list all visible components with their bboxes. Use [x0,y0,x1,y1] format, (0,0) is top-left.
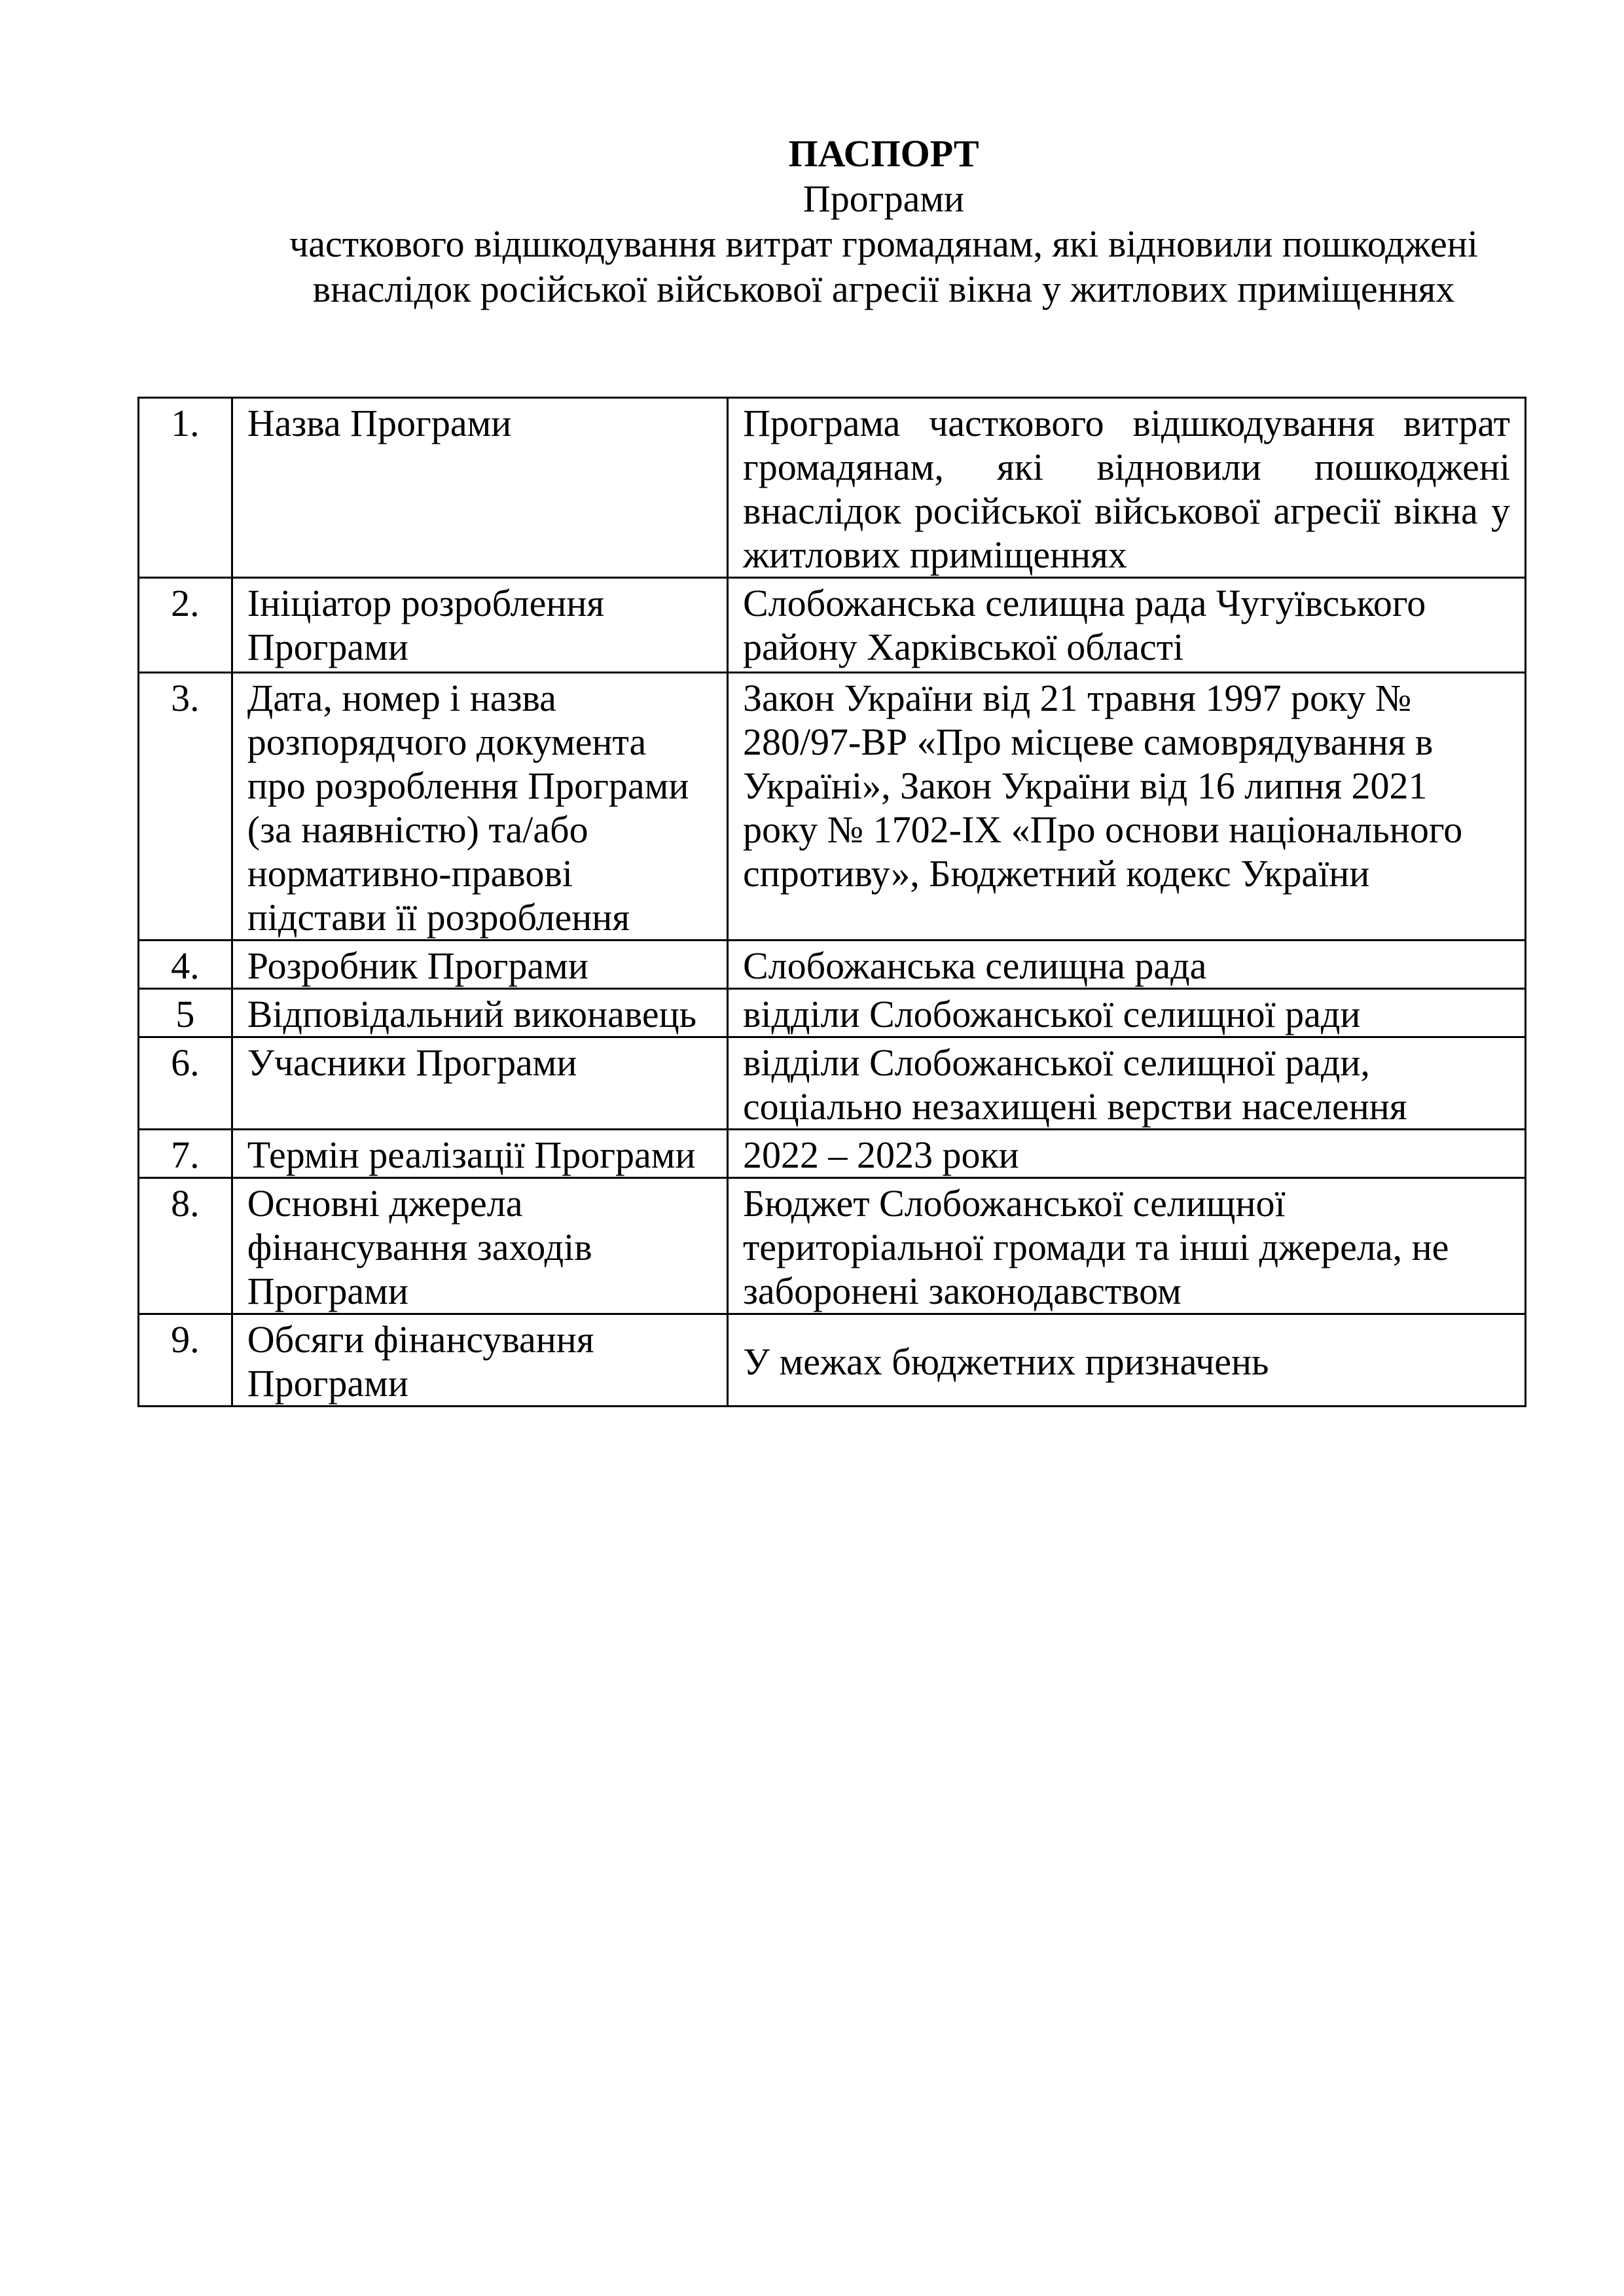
table-row [139,1178,1526,1314]
row-value: У межах бюджетних призначень [727,1314,1525,1407]
row-value: Закон України від 21 травня 1997 року № 280/97-ВР «Про місцеве самоврядування в Україні», Закон України від 16 липня 2021 року № 1702-IX «Про основи національного спротиву», Бюджетний кодекс України [727,673,1525,941]
row-number: 2. [139,578,232,673]
row-number: 9. [139,1314,232,1407]
program-name-line-1: часткового відшкодування витрат громадянам, які відновили пошкоджені [289,223,1478,265]
document-title: ПАСПОРТ [788,132,979,175]
row-value: Програма часткового відшкодування витрат громадянам, які відновили пошкоджені внаслідок російської військової агресії вікна у житлових приміщеннях [727,398,1525,578]
row-label: Термін реалізації Програми [232,1130,727,1178]
program-name-line-2: внаслідок російської військової агресії вікна у житлових приміщеннях [312,268,1455,310]
row-label: Дата, номер і назва розпорядчого документа про розроблення Програми (за наявністю) та/або нормативно-правові підстави її розроблення [232,673,727,941]
table-row [139,398,1526,578]
document-header [262,131,1506,312]
row-number: 3. [139,673,232,941]
table-row [139,1037,1526,1130]
row-number: 6. [139,1037,232,1130]
row-label: Ініціатор розроблення Програми [232,578,727,673]
row-value: 2022 – 2023 роки [727,1130,1525,1178]
row-number: 7. [139,1130,232,1178]
table-row [139,989,1526,1037]
document-subtitle: Програми [803,177,965,220]
row-value: Слобожанська селищна рада [727,941,1525,989]
table-row [139,578,1526,673]
row-label: Учасники Програми [232,1037,727,1130]
row-label: Основні джерела фінансування заходів Програми [232,1178,727,1314]
row-value: Бюджет Слобожанської селищної територіальної громади та інші джерела, не заборонені законодавством [727,1178,1525,1314]
row-number: 8. [139,1178,232,1314]
table-row [139,673,1526,941]
row-number: 4. [139,941,232,989]
row-value: відділи Слобожанської селищної ради, соціально незахищені верстви населення [727,1037,1525,1130]
table-row [139,1130,1526,1178]
row-value: відділи Слобожанської селищної ради [727,989,1525,1037]
table-row [139,1314,1526,1407]
row-number: 1. [139,398,232,578]
row-number: 5 [139,989,232,1037]
row-label: Розробник Програми [232,941,727,989]
passport-table [137,397,1526,1407]
row-label: Відповідальний виконавець [232,989,727,1037]
table-row [139,941,1526,989]
row-label: Назва Програми [232,398,727,578]
row-value: Слобожанська селищна рада Чугуївського району Харківської області [727,578,1525,673]
row-label: Обсяги фінансування Програми [232,1314,727,1407]
